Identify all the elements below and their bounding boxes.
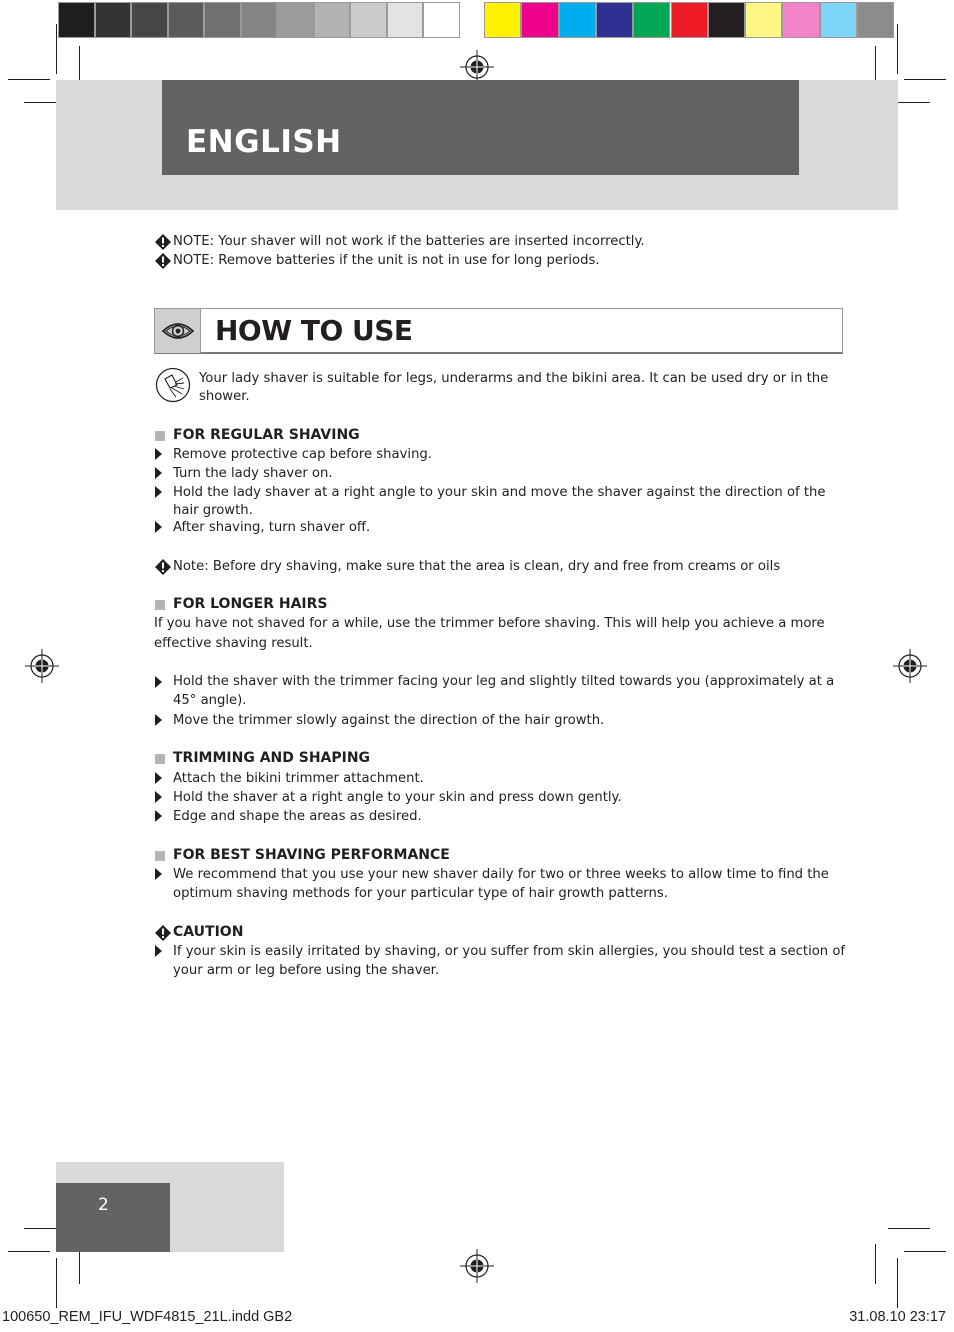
registration-mark-top — [460, 50, 494, 84]
color-swatch-gray — [204, 2, 241, 38]
page-number: 2 — [98, 1195, 109, 1215]
intro-line: shower. — [199, 389, 250, 404]
heading-square-marker — [155, 600, 165, 610]
color-swatch-process — [820, 2, 857, 38]
bullet-arrow — [155, 791, 162, 803]
list-item: Attach the bikini trimmer attachment. — [173, 771, 424, 786]
color-swatch-gray — [350, 2, 387, 38]
list-item: Hold the lady shaver at a right angle to your skin and move the shaver against the direction of the — [173, 485, 826, 500]
heading-regular-shaving: FOR REGULAR SHAVING — [173, 427, 360, 443]
color-swatch-gray — [241, 2, 278, 38]
language-title: ENGLISH — [186, 124, 342, 160]
list-item-continuation: optimum shaving methods for your particular type of hair growth patterns. — [173, 886, 668, 901]
color-swatch-gray — [387, 2, 424, 38]
eye-icon — [161, 320, 195, 342]
bullet-arrow — [155, 868, 162, 880]
paragraph-line: If you have not shaved for a while, use the trimmer before shaving. This will help you achieve a more — [154, 616, 825, 631]
list-item: Edge and shape the areas as desired. — [173, 809, 422, 824]
warning-icon — [155, 253, 171, 269]
color-swatch-gray — [131, 2, 168, 38]
color-swatch-gray — [95, 2, 132, 38]
list-item: We recommend that you use your new shaver daily for two or three weeks to allow time to find the — [173, 867, 829, 882]
page-number-box — [56, 1183, 170, 1252]
list-item: Move the trimmer slowly against the direction of the hair growth. — [173, 713, 605, 728]
print-slug-timestamp: 31.08.10 23:17 — [849, 1309, 946, 1325]
color-swatch-gray — [58, 2, 95, 38]
heading-longer-hairs: FOR LONGER HAIRS — [173, 596, 328, 612]
list-item: Hold the shaver with the trimmer facing your leg and slightly tilted towards you (approximately at a — [173, 674, 835, 689]
heading-caution: CAUTION — [173, 924, 244, 940]
color-swatch-process — [857, 2, 894, 38]
heading-square-marker — [155, 431, 165, 441]
color-swatch-process — [633, 2, 670, 38]
color-swatch-process — [559, 2, 596, 38]
registration-mark-left — [25, 649, 59, 683]
color-swatch-process — [521, 2, 558, 38]
shower-icon — [155, 367, 191, 403]
bullet-arrow — [155, 467, 162, 479]
intro-line: Your lady shaver is suitable for legs, underarms and the bikini area. It can be used dry or in the — [199, 371, 829, 386]
color-swatch-process — [708, 2, 745, 38]
color-swatch-process — [596, 2, 633, 38]
registration-mark-right — [893, 649, 927, 683]
registration-mark-bottom — [460, 1249, 494, 1283]
warning-icon — [155, 559, 171, 575]
list-item: Hold the shaver at a right angle to your skin and press down gently. — [173, 790, 622, 805]
bullet-arrow — [155, 810, 162, 822]
heading-square-marker — [155, 851, 165, 861]
list-item-continuation: your arm or leg before using the shaver. — [173, 963, 440, 978]
list-item: After shaving, turn shaver off. — [173, 520, 371, 535]
bullet-arrow — [155, 676, 162, 688]
color-swatch-process — [671, 2, 708, 38]
note-remove-batteries: NOTE: Remove batteries if the unit is not in use for long periods. — [173, 253, 600, 268]
bullet-arrow — [155, 521, 162, 533]
list-item: Turn the lady shaver on. — [173, 466, 333, 481]
bullet-arrow — [155, 448, 162, 460]
warning-icon — [155, 234, 171, 250]
color-swatch-process — [745, 2, 782, 38]
color-swatch-process — [484, 2, 521, 38]
note-dry-shaving: Note: Before dry shaving, make sure that the area is clean, dry and free from creams or oils — [173, 559, 781, 574]
heading-best-performance: FOR BEST SHAVING PERFORMANCE — [173, 847, 450, 863]
list-item: If your skin is easily irritated by shaving, or you suffer from skin allergies, you should test a section of — [173, 944, 846, 959]
list-item-continuation: 45° angle). — [173, 693, 247, 708]
section-title: HOW TO USE — [215, 314, 413, 347]
bullet-arrow — [155, 772, 162, 784]
paragraph-line: effective shaving result. — [154, 636, 313, 651]
bullet-arrow — [155, 945, 162, 957]
color-swatch-gray — [314, 2, 351, 38]
section-icon-cell — [155, 309, 201, 353]
list-item: Remove protective cap before shaving. — [173, 447, 432, 462]
color-swatch-gray — [168, 2, 205, 38]
note-batteries-incorrect: NOTE: Your shaver will not work if the batteries are inserted incorrectly. — [173, 234, 645, 249]
color-swatch-gray — [423, 2, 460, 38]
color-swatch-process — [782, 2, 819, 38]
list-item-continuation: hair growth. — [173, 503, 253, 518]
section-header — [154, 308, 843, 354]
warning-icon — [155, 925, 171, 941]
print-color-bar — [0, 0, 954, 40]
print-slug-filename: 100650_REM_IFU_WDF4815_21L.indd GB2 — [2, 1309, 293, 1325]
bullet-arrow — [155, 486, 162, 498]
heading-trimming-shaping: TRIMMING AND SHAPING — [173, 750, 371, 766]
heading-square-marker — [155, 754, 165, 764]
bullet-arrow — [155, 714, 162, 726]
color-swatch-gray — [277, 2, 314, 38]
